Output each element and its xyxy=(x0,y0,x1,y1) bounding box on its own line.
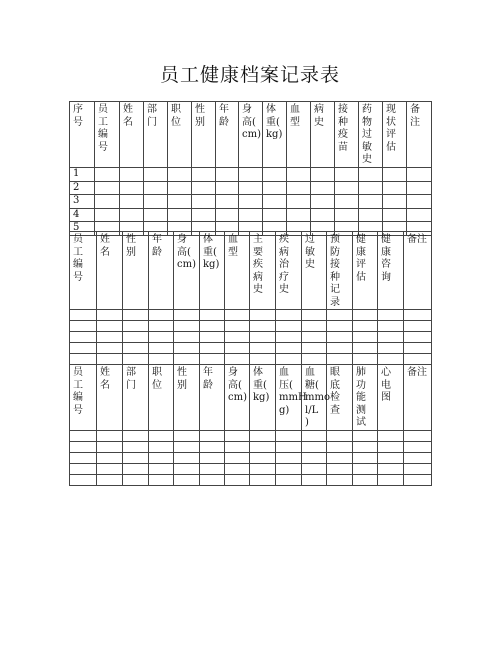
data-cell[interactable] xyxy=(97,354,123,365)
data-cell[interactable] xyxy=(276,475,302,486)
data-cell[interactable] xyxy=(276,332,302,343)
header-cell: 性 别 xyxy=(192,102,216,168)
data-cell[interactable] xyxy=(95,181,120,195)
data-cell[interactable] xyxy=(168,195,192,209)
data-cell[interactable] xyxy=(378,354,404,365)
header-cell: 序 号 xyxy=(70,102,95,168)
data-cell[interactable] xyxy=(327,453,353,464)
data-cell[interactable] xyxy=(149,475,174,486)
data-cell[interactable] xyxy=(97,310,123,321)
data-cell[interactable] xyxy=(174,464,200,475)
data-cell[interactable] xyxy=(276,354,302,365)
data-cell[interactable] xyxy=(311,168,335,182)
data-cell[interactable] xyxy=(192,195,216,209)
data-cell[interactable] xyxy=(276,431,302,442)
data-cell[interactable] xyxy=(311,208,335,222)
data-cell[interactable] xyxy=(302,343,327,354)
header-cell: 备注 xyxy=(404,365,432,431)
data-cell[interactable] xyxy=(404,475,432,486)
row-number-cell: 2 xyxy=(70,181,95,195)
data-cell[interactable] xyxy=(383,181,407,195)
data-cell[interactable] xyxy=(302,442,327,453)
data-cell[interactable] xyxy=(225,321,250,332)
data-cell[interactable] xyxy=(404,343,432,354)
data-cell[interactable] xyxy=(174,453,200,464)
data-cell[interactable] xyxy=(200,442,225,453)
data-cell[interactable] xyxy=(144,181,168,195)
data-cell[interactable] xyxy=(225,343,250,354)
data-cell[interactable] xyxy=(378,310,404,321)
header-cell: 肺 功 能 测 试 xyxy=(353,365,378,431)
data-cell[interactable] xyxy=(168,168,192,182)
data-cell[interactable] xyxy=(225,442,250,453)
data-cell[interactable] xyxy=(327,321,353,332)
data-cell[interactable] xyxy=(70,475,97,486)
data-cell[interactable] xyxy=(70,332,97,343)
data-cell[interactable] xyxy=(302,310,327,321)
data-cell[interactable] xyxy=(192,168,216,182)
data-cell[interactable] xyxy=(407,195,432,209)
header-cell: 年 龄 xyxy=(200,365,225,431)
data-cell[interactable] xyxy=(97,321,123,332)
header-cell: 身 高( cm) xyxy=(174,232,200,310)
data-cell[interactable] xyxy=(149,453,174,464)
data-cell[interactable] xyxy=(174,343,200,354)
data-cell[interactable] xyxy=(200,321,225,332)
header-cell: 健 康 评 估 xyxy=(353,232,378,310)
data-cell[interactable] xyxy=(404,464,432,475)
data-cell[interactable] xyxy=(327,431,353,442)
header-cell: 接 种 疫 苗 xyxy=(335,102,359,168)
data-cell[interactable] xyxy=(327,475,353,486)
data-cell[interactable] xyxy=(302,321,327,332)
data-cell[interactable] xyxy=(250,310,276,321)
data-cell[interactable] xyxy=(144,195,168,209)
table-row xyxy=(70,195,432,209)
data-cell[interactable] xyxy=(239,208,263,222)
data-cell[interactable] xyxy=(383,195,407,209)
header-cell: 主 要 疾 病 史 xyxy=(250,232,276,310)
data-cell[interactable] xyxy=(335,181,359,195)
data-cell[interactable] xyxy=(302,464,327,475)
data-cell[interactable] xyxy=(200,343,225,354)
data-cell[interactable] xyxy=(70,310,97,321)
header-cell: 性 别 xyxy=(174,365,200,431)
data-cell[interactable] xyxy=(250,354,276,365)
data-cell[interactable] xyxy=(97,332,123,343)
data-cell[interactable] xyxy=(225,431,250,442)
header-cell: 体 重( kg) xyxy=(250,365,276,431)
data-cell[interactable] xyxy=(123,431,149,442)
data-cell[interactable] xyxy=(407,208,432,222)
header-cell: 姓 名 xyxy=(120,102,144,168)
data-cell[interactable] xyxy=(192,181,216,195)
table-row xyxy=(70,168,432,182)
data-cell[interactable] xyxy=(327,354,353,365)
data-cell[interactable] xyxy=(263,208,287,222)
table-row xyxy=(70,453,432,464)
data-cell[interactable] xyxy=(404,310,432,321)
data-cell[interactable] xyxy=(404,332,432,343)
data-cell[interactable] xyxy=(70,442,97,453)
header-cell: 职 位 xyxy=(149,365,174,431)
data-cell[interactable] xyxy=(200,332,225,343)
data-cell[interactable] xyxy=(95,195,120,209)
data-cell[interactable] xyxy=(276,321,302,332)
header-cell: 部 门 xyxy=(123,365,149,431)
data-cell[interactable] xyxy=(263,195,287,209)
table-row xyxy=(70,332,432,343)
data-cell[interactable] xyxy=(276,442,302,453)
header-cell: 备 注 xyxy=(407,102,432,168)
data-cell[interactable] xyxy=(120,208,144,222)
data-cell[interactable] xyxy=(123,310,149,321)
data-cell[interactable] xyxy=(407,168,432,182)
data-cell[interactable] xyxy=(216,181,239,195)
header-cell: 过 敏 史 xyxy=(302,232,327,310)
data-cell[interactable] xyxy=(276,453,302,464)
data-cell[interactable] xyxy=(302,431,327,442)
data-cell[interactable] xyxy=(276,310,302,321)
data-cell[interactable] xyxy=(174,475,200,486)
data-cell[interactable] xyxy=(200,431,225,442)
data-cell[interactable] xyxy=(95,168,120,182)
data-cell[interactable] xyxy=(216,168,239,182)
data-cell[interactable] xyxy=(378,431,404,442)
data-cell[interactable] xyxy=(120,195,144,209)
data-cell[interactable] xyxy=(353,453,378,464)
data-cell[interactable] xyxy=(70,321,97,332)
data-cell[interactable] xyxy=(149,310,174,321)
table-row xyxy=(70,354,432,365)
data-cell[interactable] xyxy=(359,195,383,209)
data-cell[interactable] xyxy=(97,464,123,475)
data-cell[interactable] xyxy=(404,321,432,332)
header-cell: 血 型 xyxy=(287,102,311,168)
data-cell[interactable] xyxy=(378,453,404,464)
table-row xyxy=(70,310,432,321)
header-cell: 眼 底 检 查 xyxy=(327,365,353,431)
header-cell: 体 重( kg) xyxy=(200,232,225,310)
table-row xyxy=(70,442,432,453)
header-cell: 疾 病 治 疗 史 xyxy=(276,232,302,310)
data-cell[interactable] xyxy=(97,442,123,453)
health-record-table-history xyxy=(69,231,432,365)
data-cell[interactable] xyxy=(149,343,174,354)
header-cell: 病 史 xyxy=(311,102,335,168)
data-cell[interactable] xyxy=(250,453,276,464)
data-cell[interactable] xyxy=(174,332,200,343)
data-cell[interactable] xyxy=(174,310,200,321)
header-cell: 体 重( kg) xyxy=(263,102,287,168)
data-cell[interactable] xyxy=(404,453,432,464)
data-cell[interactable] xyxy=(378,475,404,486)
data-cell[interactable] xyxy=(378,321,404,332)
header-cell: 员 工 编 号 xyxy=(70,365,97,431)
data-cell[interactable] xyxy=(263,168,287,182)
data-cell[interactable] xyxy=(311,195,335,209)
data-cell[interactable] xyxy=(353,343,378,354)
data-cell[interactable] xyxy=(378,442,404,453)
data-cell[interactable] xyxy=(225,310,250,321)
table-row xyxy=(70,321,432,332)
header-cell: 年 龄 xyxy=(149,232,174,310)
table-row xyxy=(70,475,432,486)
data-cell[interactable] xyxy=(144,168,168,182)
data-cell[interactable] xyxy=(200,453,225,464)
data-cell[interactable] xyxy=(225,354,250,365)
data-cell[interactable] xyxy=(225,475,250,486)
data-cell[interactable] xyxy=(174,431,200,442)
data-cell[interactable] xyxy=(97,475,123,486)
data-cell[interactable] xyxy=(97,431,123,442)
data-cell[interactable] xyxy=(216,195,239,209)
data-cell[interactable] xyxy=(250,475,276,486)
header-cell: 员 工 编 号 xyxy=(95,102,120,168)
health-record-table-basic xyxy=(69,101,432,236)
header-cell: 预 防 接 种 记 录 xyxy=(327,232,353,310)
data-cell[interactable] xyxy=(174,354,200,365)
data-cell[interactable] xyxy=(327,310,353,321)
header-cell: 员 工 编 号 xyxy=(70,232,97,310)
data-cell[interactable] xyxy=(70,431,97,442)
data-cell[interactable] xyxy=(335,208,359,222)
data-cell[interactable] xyxy=(149,442,174,453)
data-cell[interactable] xyxy=(70,343,97,354)
row-number-cell: 3 xyxy=(70,195,95,209)
data-cell[interactable] xyxy=(70,354,97,365)
header-cell: 血 压( mmH g) xyxy=(276,365,302,431)
data-cell[interactable] xyxy=(123,475,149,486)
header-cell: 姓 名 xyxy=(97,365,123,431)
data-cell[interactable] xyxy=(123,332,149,343)
data-cell[interactable] xyxy=(149,332,174,343)
data-cell[interactable] xyxy=(383,168,407,182)
row-number-cell: 5 xyxy=(70,222,95,236)
table-row xyxy=(70,181,432,195)
data-cell[interactable] xyxy=(97,343,123,354)
data-cell[interactable] xyxy=(144,208,168,222)
data-cell[interactable] xyxy=(335,168,359,182)
data-cell[interactable] xyxy=(239,195,263,209)
data-cell[interactable] xyxy=(149,464,174,475)
data-cell[interactable] xyxy=(327,343,353,354)
data-cell[interactable] xyxy=(95,208,120,222)
data-cell[interactable] xyxy=(250,332,276,343)
data-cell[interactable] xyxy=(353,321,378,332)
data-cell[interactable] xyxy=(404,354,432,365)
data-cell[interactable] xyxy=(353,354,378,365)
data-cell[interactable] xyxy=(120,181,144,195)
data-cell[interactable] xyxy=(97,453,123,464)
data-cell[interactable] xyxy=(359,181,383,195)
header-cell: 血 糖( mmo l/L ) xyxy=(302,365,327,431)
data-cell[interactable] xyxy=(311,181,335,195)
data-cell[interactable] xyxy=(302,354,327,365)
table-row xyxy=(70,464,432,475)
data-cell[interactable] xyxy=(70,464,97,475)
table-header-row xyxy=(70,102,432,168)
table-header-row xyxy=(70,232,432,310)
header-cell: 姓 名 xyxy=(97,232,123,310)
data-cell[interactable] xyxy=(353,464,378,475)
data-cell[interactable] xyxy=(225,453,250,464)
data-cell[interactable] xyxy=(123,354,149,365)
header-cell: 备注 xyxy=(404,232,432,310)
header-cell: 身 高( cm) xyxy=(239,102,263,168)
table-row xyxy=(70,431,432,442)
data-cell[interactable] xyxy=(327,464,353,475)
data-cell[interactable] xyxy=(353,332,378,343)
row-number-cell: 4 xyxy=(70,208,95,222)
data-cell[interactable] xyxy=(225,464,250,475)
data-cell[interactable] xyxy=(123,442,149,453)
data-cell[interactable] xyxy=(168,208,192,222)
data-cell[interactable] xyxy=(250,464,276,475)
data-cell[interactable] xyxy=(149,321,174,332)
data-cell[interactable] xyxy=(200,310,225,321)
data-cell[interactable] xyxy=(302,453,327,464)
data-cell[interactable] xyxy=(174,442,200,453)
data-cell[interactable] xyxy=(123,321,149,332)
data-cell[interactable] xyxy=(70,453,97,464)
data-cell[interactable] xyxy=(327,442,353,453)
data-cell[interactable] xyxy=(302,475,327,486)
data-cell[interactable] xyxy=(250,442,276,453)
data-cell[interactable] xyxy=(287,168,311,182)
data-cell[interactable] xyxy=(149,431,174,442)
header-cell: 健 康 咨 询 xyxy=(378,232,404,310)
data-cell[interactable] xyxy=(276,464,302,475)
header-cell: 血 型 xyxy=(225,232,250,310)
data-cell[interactable] xyxy=(404,431,432,442)
data-cell[interactable] xyxy=(353,310,378,321)
data-cell[interactable] xyxy=(335,195,359,209)
data-cell[interactable] xyxy=(200,464,225,475)
row-number-cell: 1 xyxy=(70,168,95,182)
data-cell[interactable] xyxy=(250,321,276,332)
data-cell[interactable] xyxy=(378,343,404,354)
data-cell[interactable] xyxy=(239,168,263,182)
header-cell: 部 门 xyxy=(144,102,168,168)
data-cell[interactable] xyxy=(123,464,149,475)
data-cell[interactable] xyxy=(149,354,174,365)
data-cell[interactable] xyxy=(192,208,216,222)
header-cell: 职 位 xyxy=(168,102,192,168)
table-row xyxy=(70,343,432,354)
table-header-row xyxy=(70,365,432,431)
data-cell[interactable] xyxy=(407,181,432,195)
data-cell[interactable] xyxy=(302,332,327,343)
data-cell[interactable] xyxy=(287,208,311,222)
data-cell[interactable] xyxy=(378,332,404,343)
data-cell[interactable] xyxy=(250,431,276,442)
header-cell: 身 高( cm) xyxy=(225,365,250,431)
data-cell[interactable] xyxy=(359,168,383,182)
data-cell[interactable] xyxy=(174,321,200,332)
data-cell[interactable] xyxy=(276,343,302,354)
header-cell: 心 电 图 xyxy=(378,365,404,431)
data-cell[interactable] xyxy=(200,354,225,365)
data-cell[interactable] xyxy=(123,453,149,464)
data-cell[interactable] xyxy=(404,442,432,453)
data-cell[interactable] xyxy=(225,332,250,343)
data-cell[interactable] xyxy=(327,332,353,343)
data-cell[interactable] xyxy=(287,195,311,209)
data-cell[interactable] xyxy=(250,343,276,354)
data-cell[interactable] xyxy=(216,208,239,222)
data-cell[interactable] xyxy=(383,208,407,222)
data-cell[interactable] xyxy=(120,168,144,182)
header-cell: 药 物 过 敏 史 xyxy=(359,102,383,168)
header-cell: 现 状 评 估 xyxy=(383,102,407,168)
table-row xyxy=(70,208,432,222)
data-cell[interactable] xyxy=(353,431,378,442)
data-cell[interactable] xyxy=(353,442,378,453)
data-cell[interactable] xyxy=(123,343,149,354)
data-cell[interactable] xyxy=(353,475,378,486)
data-cell[interactable] xyxy=(287,181,311,195)
page-title: 员工健康档案记录表 xyxy=(159,64,340,86)
data-cell[interactable] xyxy=(200,475,225,486)
header-cell: 性 别 xyxy=(123,232,149,310)
data-cell[interactable] xyxy=(239,181,263,195)
health-record-table-checkup xyxy=(69,364,432,486)
header-cell: 年 龄 xyxy=(216,102,239,168)
data-cell[interactable] xyxy=(378,464,404,475)
data-cell[interactable] xyxy=(168,181,192,195)
data-cell[interactable] xyxy=(263,181,287,195)
data-cell[interactable] xyxy=(359,208,383,222)
